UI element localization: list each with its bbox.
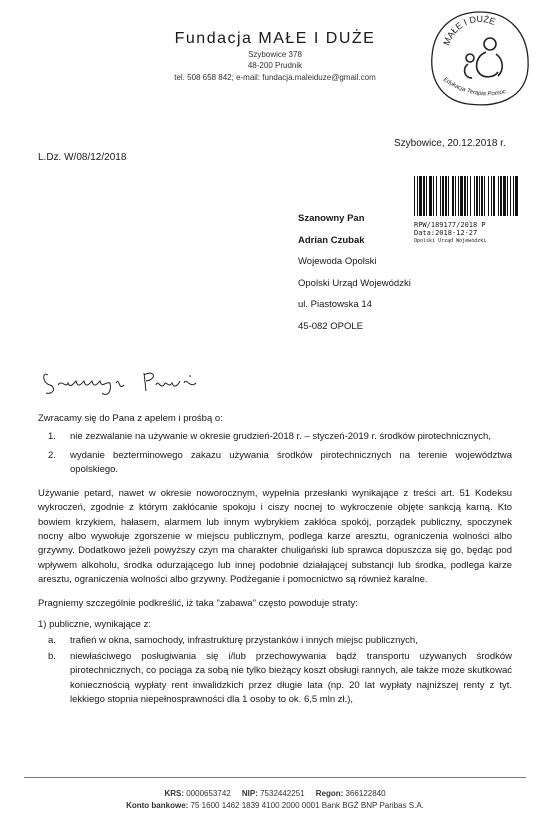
barcode-bar	[426, 176, 427, 216]
sub-item	[38, 650, 512, 707]
regon-value: 366122840	[345, 789, 386, 798]
stamp-office: Opolski Urząd Wojewódzki	[414, 238, 487, 244]
barcode-bar	[488, 176, 489, 216]
barcode-bar	[433, 176, 434, 216]
sub-item-letter: a.	[48, 634, 56, 646]
barcode-bar	[507, 176, 508, 216]
barcode-bar	[442, 176, 444, 216]
barcode-bar	[479, 176, 480, 216]
recipient-title: Wojewoda Opolski	[298, 256, 377, 267]
address-line-1: Szybowice 378	[248, 50, 302, 59]
svg-text:Edukacja Terapia Pomoc: Edukacja Terapia Pomoc	[441, 76, 507, 98]
handwritten-salutation	[40, 367, 210, 401]
barcode-bar	[474, 176, 475, 216]
barcode-bar	[493, 176, 495, 216]
barcode-bar	[476, 176, 478, 216]
barcode-bar	[423, 176, 425, 216]
barcode-bar	[500, 176, 502, 216]
letter-date: Szybowice, 20.12.2018 r.	[394, 138, 506, 149]
request-number: 2.	[48, 449, 56, 461]
emphasis-line: Pragniemy szczególnie podkreślić, iż taka "zabawa" często powoduje straty:	[38, 598, 358, 610]
nip-value: 7532442251	[260, 789, 305, 798]
recipient-name: Adrian Czubak	[298, 234, 365, 246]
recipient-block	[298, 208, 411, 337]
request-item	[38, 449, 512, 478]
address-line-2: 48-200 Prudnik	[247, 61, 303, 70]
recipient-street: ul. Piastowska 14	[298, 299, 372, 310]
barcode-bar	[464, 176, 466, 216]
sub-item-text: niewłaściwego posługiwania się i/lub przechowywania bądź transportu używanych środków pirotechnicznych, co pociąga za sobą nie tylko bieżący koszt obsługi rannych, ale także może skutkować koniecznością wypłaty rent inwalidzkich przez długie lata (np. 20 lat wypłaty najniższej renty z tyt. lekkiego stopnia niepełnosprawności dla 1 osoby to ok. 6,5 mln zł.),	[70, 651, 512, 706]
barcode-bar	[455, 176, 456, 216]
reference-number: L.Dz. W/08/12/2018	[38, 152, 127, 163]
barcode-bar	[510, 176, 511, 216]
barcode-bar	[414, 176, 415, 216]
nip-label: NIP:	[241, 789, 258, 798]
barcode	[414, 176, 518, 216]
registry-stamp	[414, 176, 518, 245]
stamp-date: Data:2018-12-27	[414, 229, 478, 237]
barcode-bar	[458, 176, 459, 216]
barcode-bar	[513, 176, 514, 216]
sub-item-text: trafień w okna, samochody, infrastrukturę przystanków i innych miejsc publicznych,	[70, 634, 418, 646]
bank-label: Konto bankowe:	[126, 801, 189, 810]
barcode-bar	[445, 176, 447, 216]
barcode-bar	[448, 176, 449, 216]
sub-item	[38, 634, 512, 648]
barcode-bar	[481, 176, 483, 216]
svg-text:MAŁE I DUŻE: MAŁE I DUŻE	[441, 13, 497, 47]
point-1-heading: 1) publiczne, wynikające z:	[38, 618, 151, 630]
organization-name: Fundacja MAŁE I DUŻE	[174, 30, 376, 47]
barcode-bar	[467, 176, 468, 216]
barcode-bar	[419, 176, 422, 216]
footer-divider	[24, 777, 526, 778]
barcode-bar	[460, 176, 463, 216]
barcode-bar	[470, 176, 471, 216]
bank-account: 75 1600 1462 1839 4100 2000 0001 Bank BGŻ BNP Paribas S.A.	[190, 801, 424, 810]
letter-body	[38, 412, 512, 707]
recipient-office: Opolski Urząd Wojewódzki	[298, 277, 411, 289]
intro-text: Zwracamy się do Pana z apelem i prośbą o:	[38, 413, 223, 424]
barcode-bar	[515, 176, 518, 216]
request-text: nie zezwalanie na używanie w okresie grudzień-2018 r. – styczeń-2019 r. środków pirotechnicznych,	[70, 431, 491, 443]
barcode-bar	[429, 176, 432, 216]
barcode-bar	[491, 176, 492, 216]
request-text: wydanie bezterminowego zakazu używania środków pirotechnicznych na terenie województwa opolskiego.	[70, 449, 512, 475]
legal-paragraph: Używanie petard, nawet w okresie noworocznym, wypełnia przesłanki wynikające z treści art. 51 Kodeksu wykroczeń, zgodnie z którym zakłócanie spokoju i ciszy nocnej to wykroczenie objęte sankcją karną. Kto bowiem krzykiem, hałasem, alarmem lub innym wybrykiem zakłóca spokój, porządek publiczny, spoczynek nocny albo wywołuje zgorszenie w miejscu publicznym, podlega karze aresztu, ograniczenia wolności albo grzywny. Dodatkowo jeżeli powyższy czyn ma charakter chuligański lub sprawca dopuszcza się go, będąc pod wpływem alkoholu, środka odurzającego lub innej podobnie działającej substancji lub środka, podlega karze aresztu, ograniczenia wolności albo grzywny. Podżeganie i pomocnictwo są również karalne.	[38, 488, 512, 585]
barcode-bar	[452, 176, 454, 216]
barcode-bar	[498, 176, 499, 216]
footer-bank	[0, 801, 550, 810]
foundation-logo	[428, 8, 532, 112]
krs-value: 0000653742	[186, 789, 231, 798]
stamp-code: RPW/189177/2018 P	[414, 221, 486, 229]
request-number: 1.	[48, 431, 56, 443]
krs-label: KRS:	[164, 789, 184, 798]
footer-registry	[0, 789, 550, 798]
sub-item-letter: b.	[48, 651, 56, 663]
barcode-bar	[436, 176, 437, 216]
barcode-bar	[417, 176, 418, 216]
regon-label: Regon:	[315, 789, 344, 798]
recipient-city: 45-082 OPOLE	[298, 320, 363, 332]
barcode-bar	[440, 176, 441, 216]
barcode-bar	[484, 176, 485, 216]
contact-line: tel. 508 658 842; e-mail: fundacja.maleiduze@gmail.com	[174, 73, 376, 82]
barcode-bar	[503, 176, 506, 216]
recipient-salutation: Szanowny Pan	[298, 213, 365, 224]
family-figures-icon	[465, 38, 503, 78]
request-item	[38, 430, 512, 444]
